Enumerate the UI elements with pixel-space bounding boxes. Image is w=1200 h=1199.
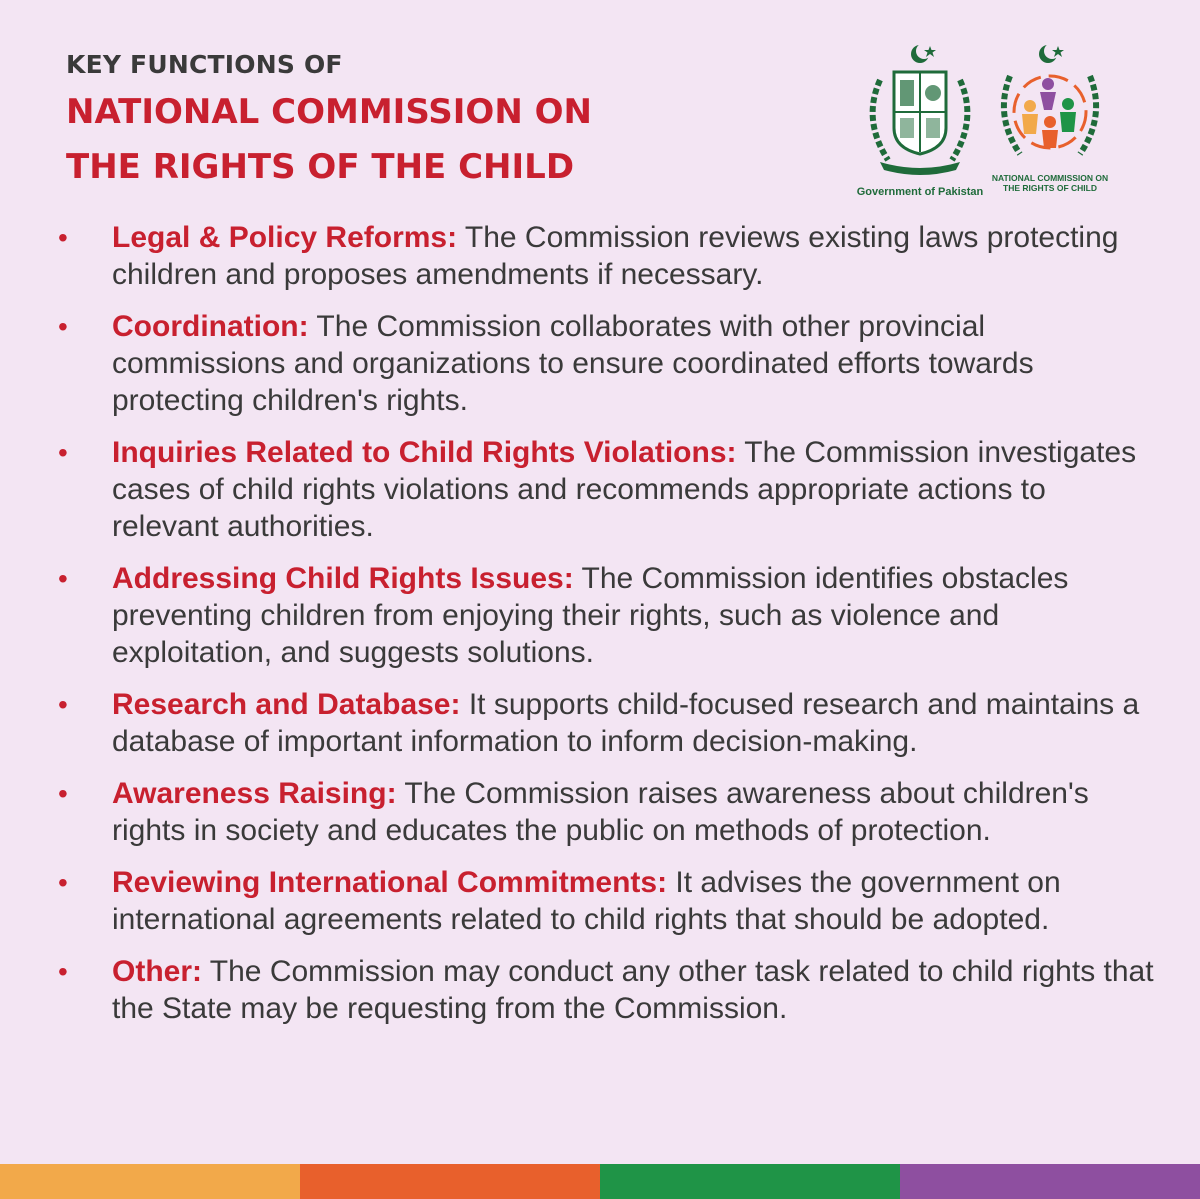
list-item: [58, 308, 1158, 419]
bullet-icon: •: [58, 867, 68, 898]
title-line-2: THE RIGHTS OF THE CHILD: [66, 147, 575, 187]
item-description: The Commission collaborates with other provincial commissions and organizations to ensure coordinated efforts towards protecting children's rights.: [112, 310, 1034, 417]
list-item: [58, 560, 1158, 671]
item-description: The Commission identifies obstacles preventing children from enjoying their rights, such as violence and exploitation, and suggests solutions.: [112, 562, 1069, 669]
item-heading: Reviewing International Commitments:: [112, 866, 668, 899]
ncrc-logo-caption: [990, 173, 1110, 193]
state-emblem-icon: [850, 40, 990, 180]
item-description: It advises the government on international agreements related to child rights that should be adopted.: [112, 866, 1061, 936]
logo-group: [850, 40, 1110, 200]
item-description: The Commission raises awareness about children's rights in society and educates the public on methods of protection.: [112, 777, 1089, 847]
ncrc-caption-line-2: THE RIGHTS OF CHILD: [1003, 183, 1097, 193]
item-heading: Other:: [112, 955, 202, 988]
footer-segment-green: [600, 1164, 900, 1199]
item-description: The Commission investigates cases of child rights violations and recommends appropriate actions to relevant authorities.: [112, 436, 1137, 543]
item-heading: Research and Database:: [112, 688, 461, 721]
item-heading: Coordination:: [112, 310, 309, 343]
title-line-1: NATIONAL COMMISSION ON: [66, 92, 592, 132]
bullet-icon: •: [58, 689, 68, 720]
gov-logo-caption: Government of Pakistan: [856, 186, 984, 198]
list-item: [58, 686, 1158, 760]
item-description: It supports child-focused research and maintains a database of important information to inform decision-making.: [112, 688, 1140, 758]
item-heading: Awareness Raising:: [112, 777, 397, 810]
footer-segment-orange: [0, 1164, 300, 1199]
list-item: [58, 434, 1158, 545]
bullet-icon: •: [58, 956, 68, 987]
item-description: The Commission may conduct any other task related to child rights that the State may be requesting from the Commission.: [112, 955, 1154, 1025]
footer-color-bar: [0, 1164, 1200, 1199]
ncrc-caption-line-1: NATIONAL COMMISSION ON: [991, 173, 1109, 183]
header-kicker: KEY FUNCTIONS OF: [66, 50, 343, 79]
item-description: The Commission reviews existing laws protecting children and proposes amendments if necessary.: [112, 221, 1119, 291]
bullet-icon: •: [58, 778, 68, 809]
list-item: [58, 775, 1158, 849]
list-item: [58, 864, 1158, 938]
government-of-pakistan-logo: [850, 40, 990, 198]
list-item: [58, 953, 1158, 1027]
footer-segment-red-orange: [300, 1164, 600, 1199]
functions-list: [58, 219, 1158, 1042]
page-title: [66, 85, 592, 195]
bullet-icon: •: [58, 563, 68, 594]
bullet-icon: •: [58, 437, 68, 468]
footer-segment-purple: [900, 1164, 1200, 1199]
item-heading: Legal & Policy Reforms:: [112, 221, 458, 254]
item-heading: Inquiries Related to Child Rights Violations:: [112, 436, 737, 469]
list-item: [58, 219, 1158, 293]
ncrc-emblem-icon: [990, 40, 1110, 168]
item-heading: Addressing Child Rights Issues:: [112, 562, 574, 595]
page-header: [66, 50, 592, 195]
bullet-icon: •: [58, 222, 68, 253]
ncrc-logo: [990, 40, 1110, 193]
bullet-icon: •: [58, 311, 68, 342]
